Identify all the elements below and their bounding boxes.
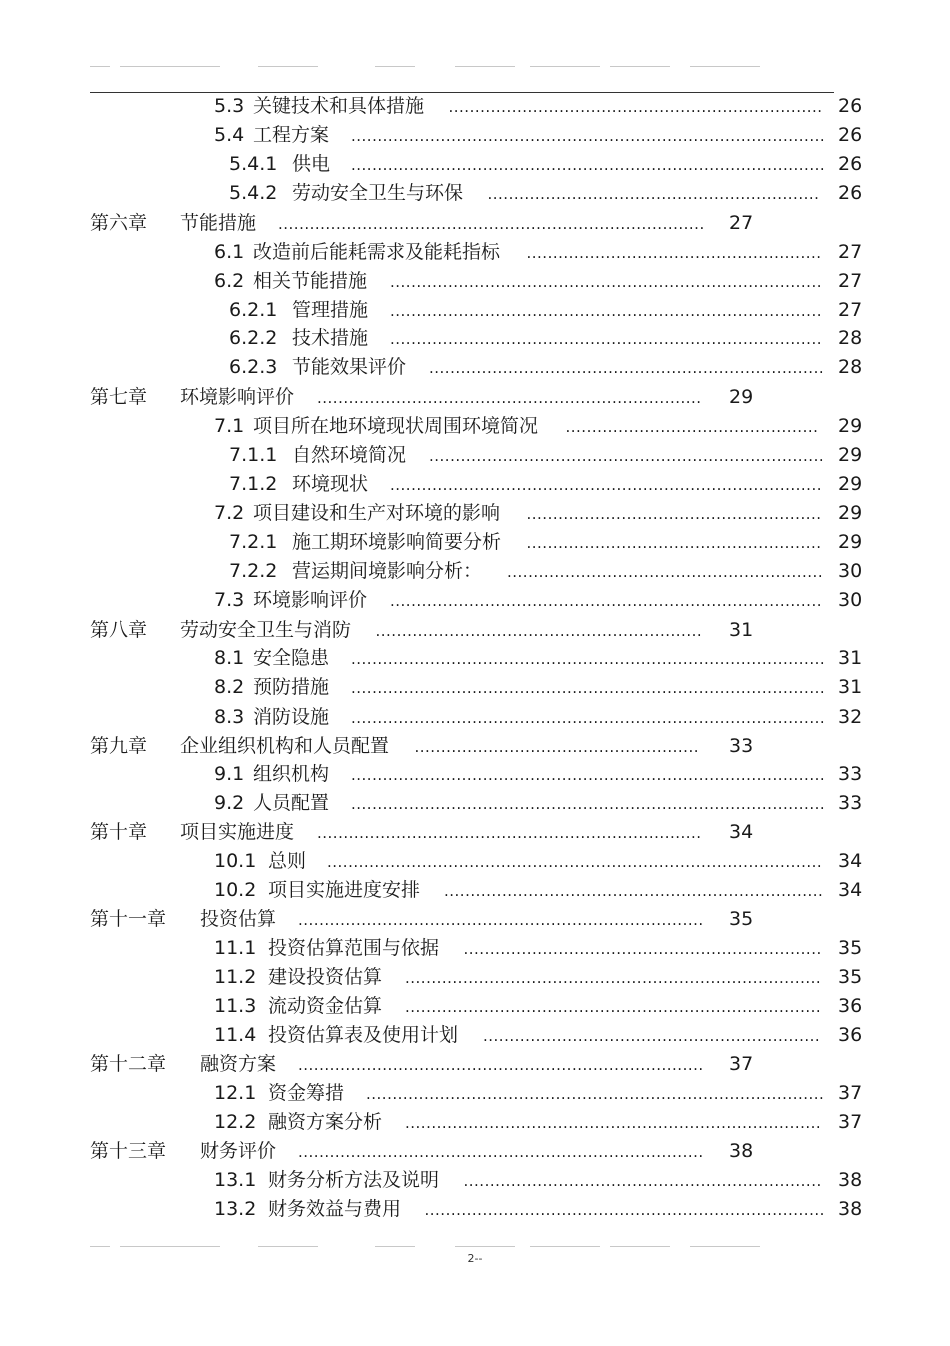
toc-number: 8.1 — [214, 647, 245, 669]
toc-leader-dots: .................................................................................. — [390, 273, 822, 291]
header-dash-line — [90, 66, 770, 68]
toc-number: 11.1 — [214, 937, 257, 959]
toc-leader-dots: ............................................................................... — [405, 969, 822, 987]
toc-leader-dots: ........................................................ — [526, 534, 822, 552]
toc-number: 第十二章 — [90, 1053, 167, 1075]
toc-page-number: 26 — [838, 124, 863, 146]
toc-page-number: 33 — [729, 735, 754, 757]
toc-page-number: 32 — [838, 706, 863, 728]
toc-page-number: 26 — [838, 95, 863, 117]
toc-entry[interactable] — [0, 617, 950, 643]
toc-title: 项目所在地环境现状周围环境简况 — [253, 415, 539, 437]
toc-leader-dots: .................................................................................. — [390, 330, 822, 348]
toc-leader-dots: ............................................................................... — [405, 998, 822, 1016]
toc-leader-dots: .......................................................................................... — [351, 679, 826, 697]
toc-entry[interactable] — [0, 210, 950, 236]
toc-title: 劳动安全卫生与消防 — [180, 619, 352, 641]
toc-entry[interactable] — [0, 587, 950, 613]
toc-entry[interactable] — [0, 906, 950, 932]
toc-entry[interactable] — [0, 151, 950, 177]
toc-page-number: 29 — [729, 386, 754, 408]
toc-title: 环境影响评价 — [253, 589, 368, 611]
toc-entry[interactable] — [0, 761, 950, 787]
toc-title: 工程方案 — [253, 124, 330, 146]
toc-page-number: 30 — [838, 589, 863, 611]
toc-page-number: 33 — [838, 763, 863, 785]
toc-page-number: 26 — [838, 182, 863, 204]
toc-entry[interactable] — [0, 529, 950, 555]
toc-title: 项目实施进度安排 — [268, 879, 421, 901]
toc-title: 资金筹措 — [268, 1082, 345, 1104]
toc-entry[interactable] — [0, 1138, 950, 1164]
toc-page-number: 37 — [729, 1053, 754, 1075]
toc-number: 7.2.1 — [229, 531, 278, 553]
toc-entry[interactable] — [0, 848, 950, 874]
toc-number: 5.4.2 — [229, 182, 278, 204]
toc-leader-dots: ............................................................................. — [298, 911, 704, 929]
toc-page-number: 35 — [838, 966, 863, 988]
toc-number: 7.1.1 — [229, 444, 278, 466]
toc-number: 5.4.1 — [229, 153, 278, 175]
toc-number: 12.1 — [214, 1082, 257, 1104]
toc-entry[interactable] — [0, 674, 950, 700]
toc-title: 供电 — [292, 153, 331, 175]
toc-entry[interactable] — [0, 1196, 950, 1222]
toc-page-number: 31 — [838, 647, 863, 669]
toc-entry[interactable] — [0, 268, 950, 294]
toc-leader-dots: .......................................................................................... — [351, 766, 826, 784]
toc-entry[interactable] — [0, 1022, 950, 1048]
toc-title: 财务效益与费用 — [268, 1198, 402, 1220]
toc-page-number: 29 — [838, 473, 863, 495]
toc-title: 投资估算范围与依据 — [268, 937, 440, 959]
toc-title: 建设投资估算 — [268, 966, 383, 988]
toc-title: 消防设施 — [253, 706, 330, 728]
toc-page-number: 36 — [838, 995, 863, 1017]
toc-number: 6.2 — [214, 270, 245, 292]
toc-page-number: 27 — [838, 270, 863, 292]
toc-entry[interactable] — [0, 500, 950, 526]
toc-leader-dots: .......................................................................................... — [351, 795, 826, 813]
toc-number: 第十一章 — [90, 908, 167, 930]
toc-leader-dots: .................................................................................. — [390, 592, 822, 610]
toc-entry[interactable] — [0, 790, 950, 816]
toc-leader-dots: ........................................................................... — [429, 359, 825, 377]
toc-number: 7.2.2 — [229, 560, 278, 582]
toc-title: 管理措施 — [292, 299, 369, 321]
toc-entry[interactable] — [0, 93, 950, 119]
toc-title: 组织机构 — [253, 763, 330, 785]
toc-title: 投资估算表及使用计划 — [268, 1024, 459, 1046]
toc-leader-dots: .................................................................................. — [390, 476, 822, 494]
toc-entry[interactable] — [0, 239, 950, 265]
toc-title: 人员配置 — [253, 792, 330, 814]
toc-leader-dots: .......................................................................................... — [351, 156, 826, 174]
toc-leader-dots: ................................................................................. — [278, 215, 705, 233]
toc-number: 13.2 — [214, 1198, 257, 1220]
toc-leader-dots: ........................................................................... — [429, 447, 825, 465]
toc-title: 融资方案分析 — [268, 1111, 383, 1133]
toc-title: 预防措施 — [253, 676, 330, 698]
toc-title: 自然环境简况 — [292, 444, 407, 466]
toc-title: 相关节能措施 — [253, 270, 368, 292]
toc-title: 营运期间境影响分析： — [292, 560, 483, 582]
toc-page-number: 29 — [838, 502, 863, 524]
toc-entry[interactable] — [0, 180, 950, 206]
toc-number: 7.1.2 — [229, 473, 278, 495]
toc-leader-dots: ............................................................................... — [405, 1114, 822, 1132]
toc-leader-dots: .......................................................................................... — [351, 127, 826, 145]
toc-entry[interactable] — [0, 325, 950, 351]
toc-title: 总则 — [268, 850, 307, 872]
toc-title: 融资方案 — [200, 1053, 277, 1075]
toc-entry[interactable] — [0, 558, 950, 584]
toc-number: 6.2.2 — [229, 327, 278, 349]
toc-leader-dots: .......................................................................................... — [351, 709, 826, 727]
toc-leader-dots: ............................................................................. — [298, 1143, 704, 1161]
toc-entry[interactable] — [0, 877, 950, 903]
toc-page-number: 29 — [838, 531, 863, 553]
toc-page-number: 28 — [838, 356, 863, 378]
toc-entry[interactable] — [0, 442, 950, 468]
toc-number: 9.1 — [214, 763, 245, 785]
toc-title: 企业组织机构和人员配置 — [180, 735, 390, 757]
toc-page-number: 37 — [838, 1082, 863, 1104]
toc-entry[interactable] — [0, 122, 950, 148]
toc-page-number: 38 — [838, 1169, 863, 1191]
toc-entry[interactable] — [0, 1167, 950, 1193]
toc-title: 投资估算 — [200, 908, 277, 930]
toc-entry[interactable] — [0, 413, 950, 439]
toc-page-number: 27 — [838, 299, 863, 321]
toc-page-number: 34 — [838, 850, 863, 872]
toc-entry[interactable] — [0, 297, 950, 323]
toc-leader-dots: .......................................................................................... — [351, 650, 826, 668]
toc-entry[interactable] — [0, 645, 950, 671]
toc-entry[interactable] — [0, 1080, 950, 1106]
toc-number: 11.2 — [214, 966, 257, 988]
toc-number: 8.2 — [214, 676, 245, 698]
toc-number: 第七章 — [90, 386, 148, 408]
toc-page-number: 31 — [838, 676, 863, 698]
toc-number: 7.3 — [214, 589, 245, 611]
toc-page-number: 28 — [838, 327, 863, 349]
toc-number: 12.2 — [214, 1111, 257, 1133]
toc-number: 11.3 — [214, 995, 257, 1017]
toc-number: 6.1 — [214, 241, 245, 263]
toc-title: 关键技术和具体措施 — [253, 95, 425, 117]
toc-entry[interactable] — [0, 471, 950, 497]
toc-title: 安全隐患 — [253, 647, 330, 669]
toc-number: 5.4 — [214, 124, 245, 146]
toc-number: 10.1 — [214, 850, 257, 872]
toc-title: 节能措施 — [180, 212, 257, 234]
toc-title: 财务评价 — [200, 1140, 277, 1162]
toc-number: 9.2 — [214, 792, 245, 814]
toc-page-number: 37 — [838, 1111, 863, 1133]
toc-page-number: 38 — [838, 1198, 863, 1220]
toc-leader-dots: ................................................................ — [483, 1027, 821, 1045]
toc-leader-dots: .............................................................. — [375, 622, 703, 640]
toc-title: 环境影响评价 — [180, 386, 295, 408]
toc-title: 财务分析方法及说明 — [268, 1169, 440, 1191]
toc-leader-dots: ....................................................................................... — [366, 1085, 825, 1103]
toc-entry[interactable] — [0, 964, 950, 990]
toc-leader-dots: ........................................................................ — [444, 882, 824, 900]
toc-leader-dots: ................................................ — [565, 418, 819, 436]
toc-number: 10.2 — [214, 879, 257, 901]
toc-number: 第八章 — [90, 619, 148, 641]
toc-title: 劳动安全卫生与环保 — [292, 182, 464, 204]
toc-page-number: 35 — [838, 937, 863, 959]
toc-number: 11.4 — [214, 1024, 257, 1046]
toc-entry[interactable] — [0, 1109, 950, 1135]
toc-leader-dots: ....................................................................... — [448, 98, 823, 116]
toc-leader-dots: ............................................................ — [507, 563, 824, 581]
toc-page-number: 36 — [838, 1024, 863, 1046]
toc-number: 第九章 — [90, 735, 148, 757]
toc-title: 节能效果评价 — [292, 356, 407, 378]
toc-entry[interactable] — [0, 384, 950, 410]
toc-page-number: 31 — [729, 619, 754, 641]
toc-title: 施工期环境影响简要分析 — [292, 531, 502, 553]
toc-leader-dots: .............................................................................................. — [327, 853, 823, 871]
toc-page-number: 27 — [729, 212, 754, 234]
page-number: 2-- — [467, 1252, 483, 1265]
toc-title: 项目建设和生产对环境的影响 — [253, 502, 501, 524]
toc-entry[interactable] — [0, 354, 950, 380]
toc-leader-dots: .................................................................... — [463, 940, 822, 958]
toc-number: 第十三章 — [90, 1140, 167, 1162]
toc-number: 5.3 — [214, 95, 245, 117]
toc-title: 技术措施 — [292, 327, 369, 349]
toc-page-number: 35 — [729, 908, 754, 930]
toc-page-number: 29 — [838, 415, 863, 437]
toc-title: 改造前后能耗需求及能耗指标 — [253, 241, 501, 263]
toc-number: 13.1 — [214, 1169, 257, 1191]
toc-number: 7.2 — [214, 502, 245, 524]
toc-page-number: 29 — [838, 444, 863, 466]
toc-page-number: 33 — [838, 792, 863, 814]
toc-number: 第十章 — [90, 821, 148, 843]
toc-title: 环境现状 — [292, 473, 369, 495]
toc-number: 8.3 — [214, 706, 245, 728]
toc-leader-dots: ............................................................................. — [298, 1056, 704, 1074]
toc-page-number: 38 — [729, 1140, 754, 1162]
toc-entry[interactable] — [0, 704, 950, 730]
toc-leader-dots: .................................................................... — [463, 1172, 822, 1190]
toc-page-number: 34 — [838, 879, 863, 901]
toc-leader-dots: ......................................................................... — [317, 824, 702, 842]
toc-leader-dots: ........................................................ — [526, 505, 822, 523]
toc-page-number: 26 — [838, 153, 863, 175]
toc-page-number: 30 — [838, 560, 863, 582]
toc-leader-dots: ............................................................................ — [424, 1201, 825, 1219]
toc-entry[interactable] — [0, 819, 950, 845]
toc-leader-dots: ......................................................................... — [317, 389, 702, 407]
toc-leader-dots: ........................................................ — [526, 244, 822, 262]
toc-title: 项目实施进度 — [180, 821, 295, 843]
toc-page-number: 27 — [838, 241, 863, 263]
toc-leader-dots: ...................................................... — [414, 738, 699, 756]
toc-entry[interactable] — [0, 993, 950, 1019]
toc-leader-dots: ............................................................... — [487, 185, 820, 203]
toc-number: 6.2.1 — [229, 299, 278, 321]
toc-page-number: 34 — [729, 821, 754, 843]
toc-number: 第六章 — [90, 212, 148, 234]
footer-dash-line — [90, 1246, 770, 1248]
toc-title: 流动资金估算 — [268, 995, 383, 1017]
toc-entry[interactable] — [0, 733, 950, 759]
toc-leader-dots: .................................................................................. — [390, 302, 822, 320]
toc-entry[interactable] — [0, 935, 950, 961]
toc-number: 6.2.3 — [229, 356, 278, 378]
toc-entry[interactable] — [0, 1051, 950, 1077]
toc-number: 7.1 — [214, 415, 245, 437]
